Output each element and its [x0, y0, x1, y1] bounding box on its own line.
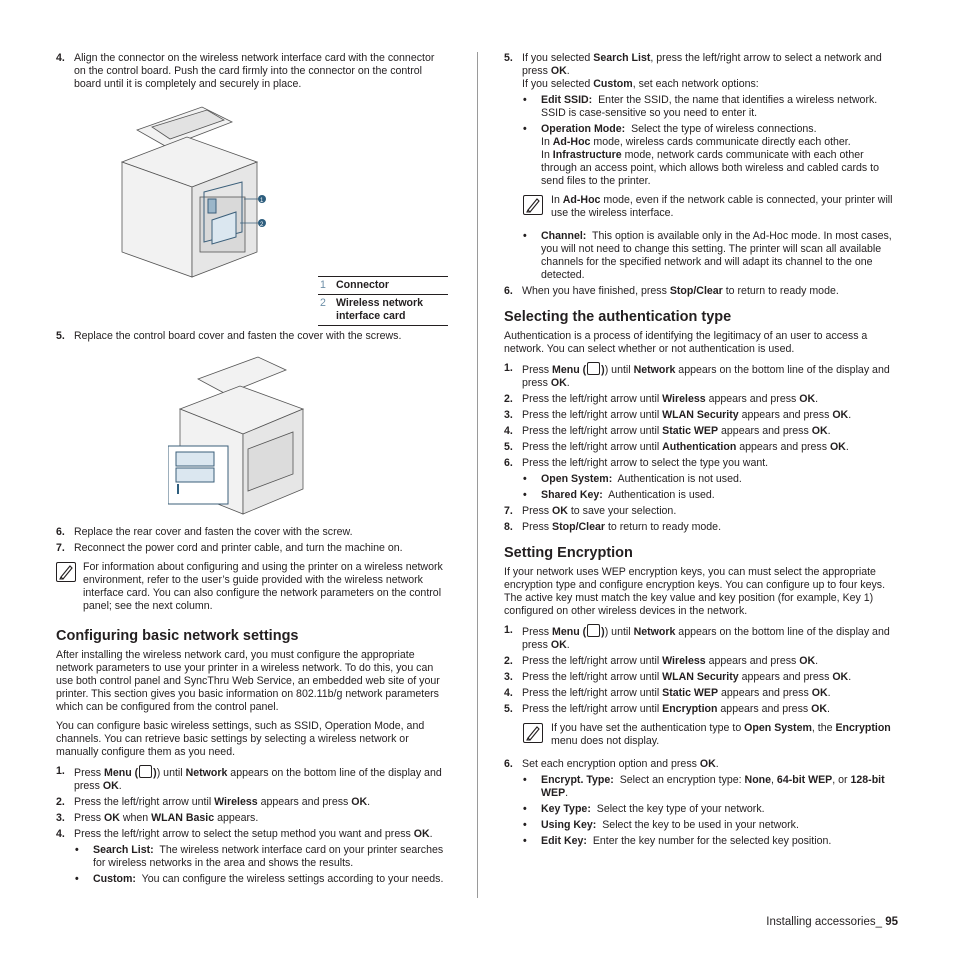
step-4-setup-method: 4. Press the left/right arrow to select the setup method you want and press OK.	[56, 828, 433, 840]
step-text: Reconnect the power cord and printer cable, and turn the machine on.	[74, 542, 403, 554]
bullet-operation-mode: • Operation Mode: Select the type of wireless connections. In Ad-Hoc mode, wireless cards communicate directly each other. In Infrastructure mode, network cards communicate with each other through an access point, which allows both wireless and cabled cards to send files to the printer.	[523, 123, 880, 187]
step-text: Align the connector on the wireless network interface card with the connector on the control board. Push the card firmly into the connector on the control board until it is completely and securely in place.	[74, 52, 435, 90]
step-6-replace-rear-cover	[56, 526, 448, 539]
enc-step-5: 5. Press the left/right arrow until Encryption appears and press OK.	[504, 703, 830, 715]
callout-number: 2	[318, 295, 334, 326]
auth-step-6: 6. Press the left/right arrow to select the type you want.	[504, 457, 769, 469]
step-7-reconnect-power	[56, 542, 448, 555]
svg-text:2: 2	[260, 222, 264, 228]
step-text: Replace the control board cover and fasten the cover with the screws.	[74, 330, 402, 342]
auth-step-2: 2. Press the left/right arrow until Wireless appears and press OK.	[504, 393, 819, 405]
auth-step-7: 7. Press OK to save your selection.	[504, 505, 677, 517]
bullet-search-list: • Search List: The wireless network interface card on your printer searches for wireless networks in the area and shows the results.	[75, 844, 444, 869]
callout-table	[318, 276, 448, 326]
step-number: 4.	[56, 828, 65, 840]
printer-card-illustration	[112, 102, 272, 287]
paragraph: If your network uses WEP encryption keys, you can must select the appropriate encryption type and configure encryption keys. You can configure up to four keys. The active key must match the key value and key position (for example, Key 1) configured on other wireless devices in the network.	[504, 566, 886, 617]
step-4-align-connector	[56, 52, 448, 91]
auth-step-5: 5. Press the left/right arrow until Authentication appears and press OK.	[504, 441, 849, 453]
bullet-using-key: • Using Key: Select the key to be used in your network.	[523, 819, 799, 831]
section-heading-basic-network: Configuring basic network settings	[56, 628, 299, 644]
bullet-shared-key: • Shared Key: Authentication is used.	[523, 489, 715, 501]
section-heading-authentication: Selecting the authentication type	[504, 309, 732, 325]
callout-label: Wireless network interface card	[334, 295, 448, 326]
auth-step-8: 8. Press Stop/Clear to return to ready mode.	[504, 521, 722, 533]
menu-icon	[587, 624, 600, 637]
bullet-edit-key: • Edit Key: Enter the key number for the selected key position.	[523, 835, 832, 847]
auth-step-4: 4. Press the left/right arrow until Static WEP appears and press OK.	[504, 425, 831, 437]
section-heading-encryption: Setting Encryption	[504, 545, 633, 561]
paragraph: Authentication is a process of identifying the legitimacy of an user to access a network. You can select whether or not authentication is used.	[504, 330, 868, 355]
menu-icon	[587, 362, 600, 375]
callout-row	[318, 295, 448, 326]
step-3-wlan-basic: 3. Press OK when WLAN Basic appears.	[56, 812, 259, 824]
step-number: 2.	[56, 796, 65, 808]
bullet-custom: • Custom: You can configure the wireless settings according to your needs.	[75, 873, 444, 885]
note-pencil-icon	[523, 195, 543, 215]
left-column	[56, 52, 448, 889]
auth-step-1: 1. Press Menu ( )) until Network appears on the bottom line of the display and press OK.	[504, 362, 890, 389]
printer-cover-illustration	[168, 354, 308, 519]
step-number: 5.	[504, 52, 513, 64]
step-number: 3.	[56, 812, 65, 824]
note-pencil-icon	[56, 562, 76, 582]
step-number: 7.	[56, 542, 65, 554]
right-column	[504, 52, 896, 851]
bullet-edit-ssid: • Edit SSID: Enter the SSID, the name that identifies a wireless network. SSID is case-sensitive so you need to enter it.	[523, 94, 878, 119]
step-number: 5.	[56, 330, 65, 342]
step-number: 6.	[56, 526, 65, 538]
paragraph: You can configure basic wireless settings, such as SSID, Operation Mode, and channels. You can retrieve basic settings by selecting a wireless network or manually configure them as you need.	[56, 720, 425, 758]
callout-label: Connector	[334, 277, 448, 295]
menu-icon	[139, 765, 152, 778]
step-2-wireless: 2. Press the left/right arrow until Wireless appears and press OK.	[56, 796, 371, 808]
bullet-encrypt-type: • Encrypt. Type: Select an encryption type: None, 64-bit WEP, or 128-bit WEP.	[523, 774, 885, 799]
step-number: 1.	[56, 765, 65, 777]
step-6-finish: 6. When you have finished, press Stop/Clear to return to ready mode.	[504, 285, 839, 297]
page-footer	[766, 916, 898, 929]
note-pencil-icon	[523, 723, 543, 743]
step-text: Replace the rear cover and fasten the cover with the screw.	[74, 526, 353, 538]
note-open-system: If you have set the authentication type to Open System, the Encryption menu does not display.	[523, 722, 896, 750]
page-number: 95	[885, 916, 898, 928]
step-5-select-network: 5. If you selected Search List, press the left/right arrow to select a network and press OK. If you selected Custom, set each network options:	[504, 52, 882, 90]
note-text: For information about configuring and using the printer on a wireless network environment, refer to the user’s guide provided with the wireless network interface card. You can also configure the network parameters on the control panel; see the next column.	[83, 561, 443, 612]
bullet-key-type: • Key Type: Select the key type of your network.	[523, 803, 765, 815]
enc-step-2: 2. Press the left/right arrow until Wireless appears and press OK.	[504, 655, 819, 667]
step-1-press-menu: 1. Press Menu ( )) until Network appears on the bottom line of the display and press OK.	[56, 765, 442, 792]
step-number: 4.	[56, 52, 65, 64]
footer-section-title: Installing accessories_	[766, 916, 886, 928]
enc-step-6: 6. Set each encryption option and press OK.	[504, 758, 719, 770]
enc-step-1: 1. Press Menu ( )) until Network appears on the bottom line of the display and press OK.	[504, 624, 890, 651]
bullet-channel: • Channel: This option is available only in the Ad-Hoc mode. In most cases, you will not need to change this setting. The printer will scan all available channels for the specified network and will adapt its channel to the one detected.	[523, 230, 892, 281]
figure-wireless-card-install	[56, 94, 448, 322]
bullet-open-system: • Open System: Authentication is not used.	[523, 473, 742, 485]
paragraph: After installing the wireless network card, you must configure the appropriate network parameters to use your printer in a wireless network. To do this, you can use both control panel and SyncThru Web Service, an embedded web site of your printer. This section gives you basic information on 802.11b/g network parameters which can be configured from the control panel.	[56, 649, 440, 713]
note-adhoc: In Ad-Hoc mode, even if the network cable is connected, your printer will use the wireless interface.	[523, 194, 896, 222]
enc-step-3: 3. Press the left/right arrow until WLAN Security appears and press OK.	[504, 671, 852, 683]
step-number: 6.	[504, 285, 513, 297]
callout-number: 1	[318, 277, 334, 295]
auth-step-3: 3. Press the left/right arrow until WLAN Security appears and press OK.	[504, 409, 852, 421]
callout-row	[318, 277, 448, 295]
note-wireless-guide	[56, 561, 448, 613]
step-5-replace-board-cover	[56, 330, 448, 343]
column-divider	[477, 52, 478, 898]
figure-cover-replace	[56, 346, 448, 518]
svg-text:1: 1	[260, 198, 264, 204]
enc-step-4: 4. Press the left/right arrow until Static WEP appears and press OK.	[504, 687, 831, 699]
